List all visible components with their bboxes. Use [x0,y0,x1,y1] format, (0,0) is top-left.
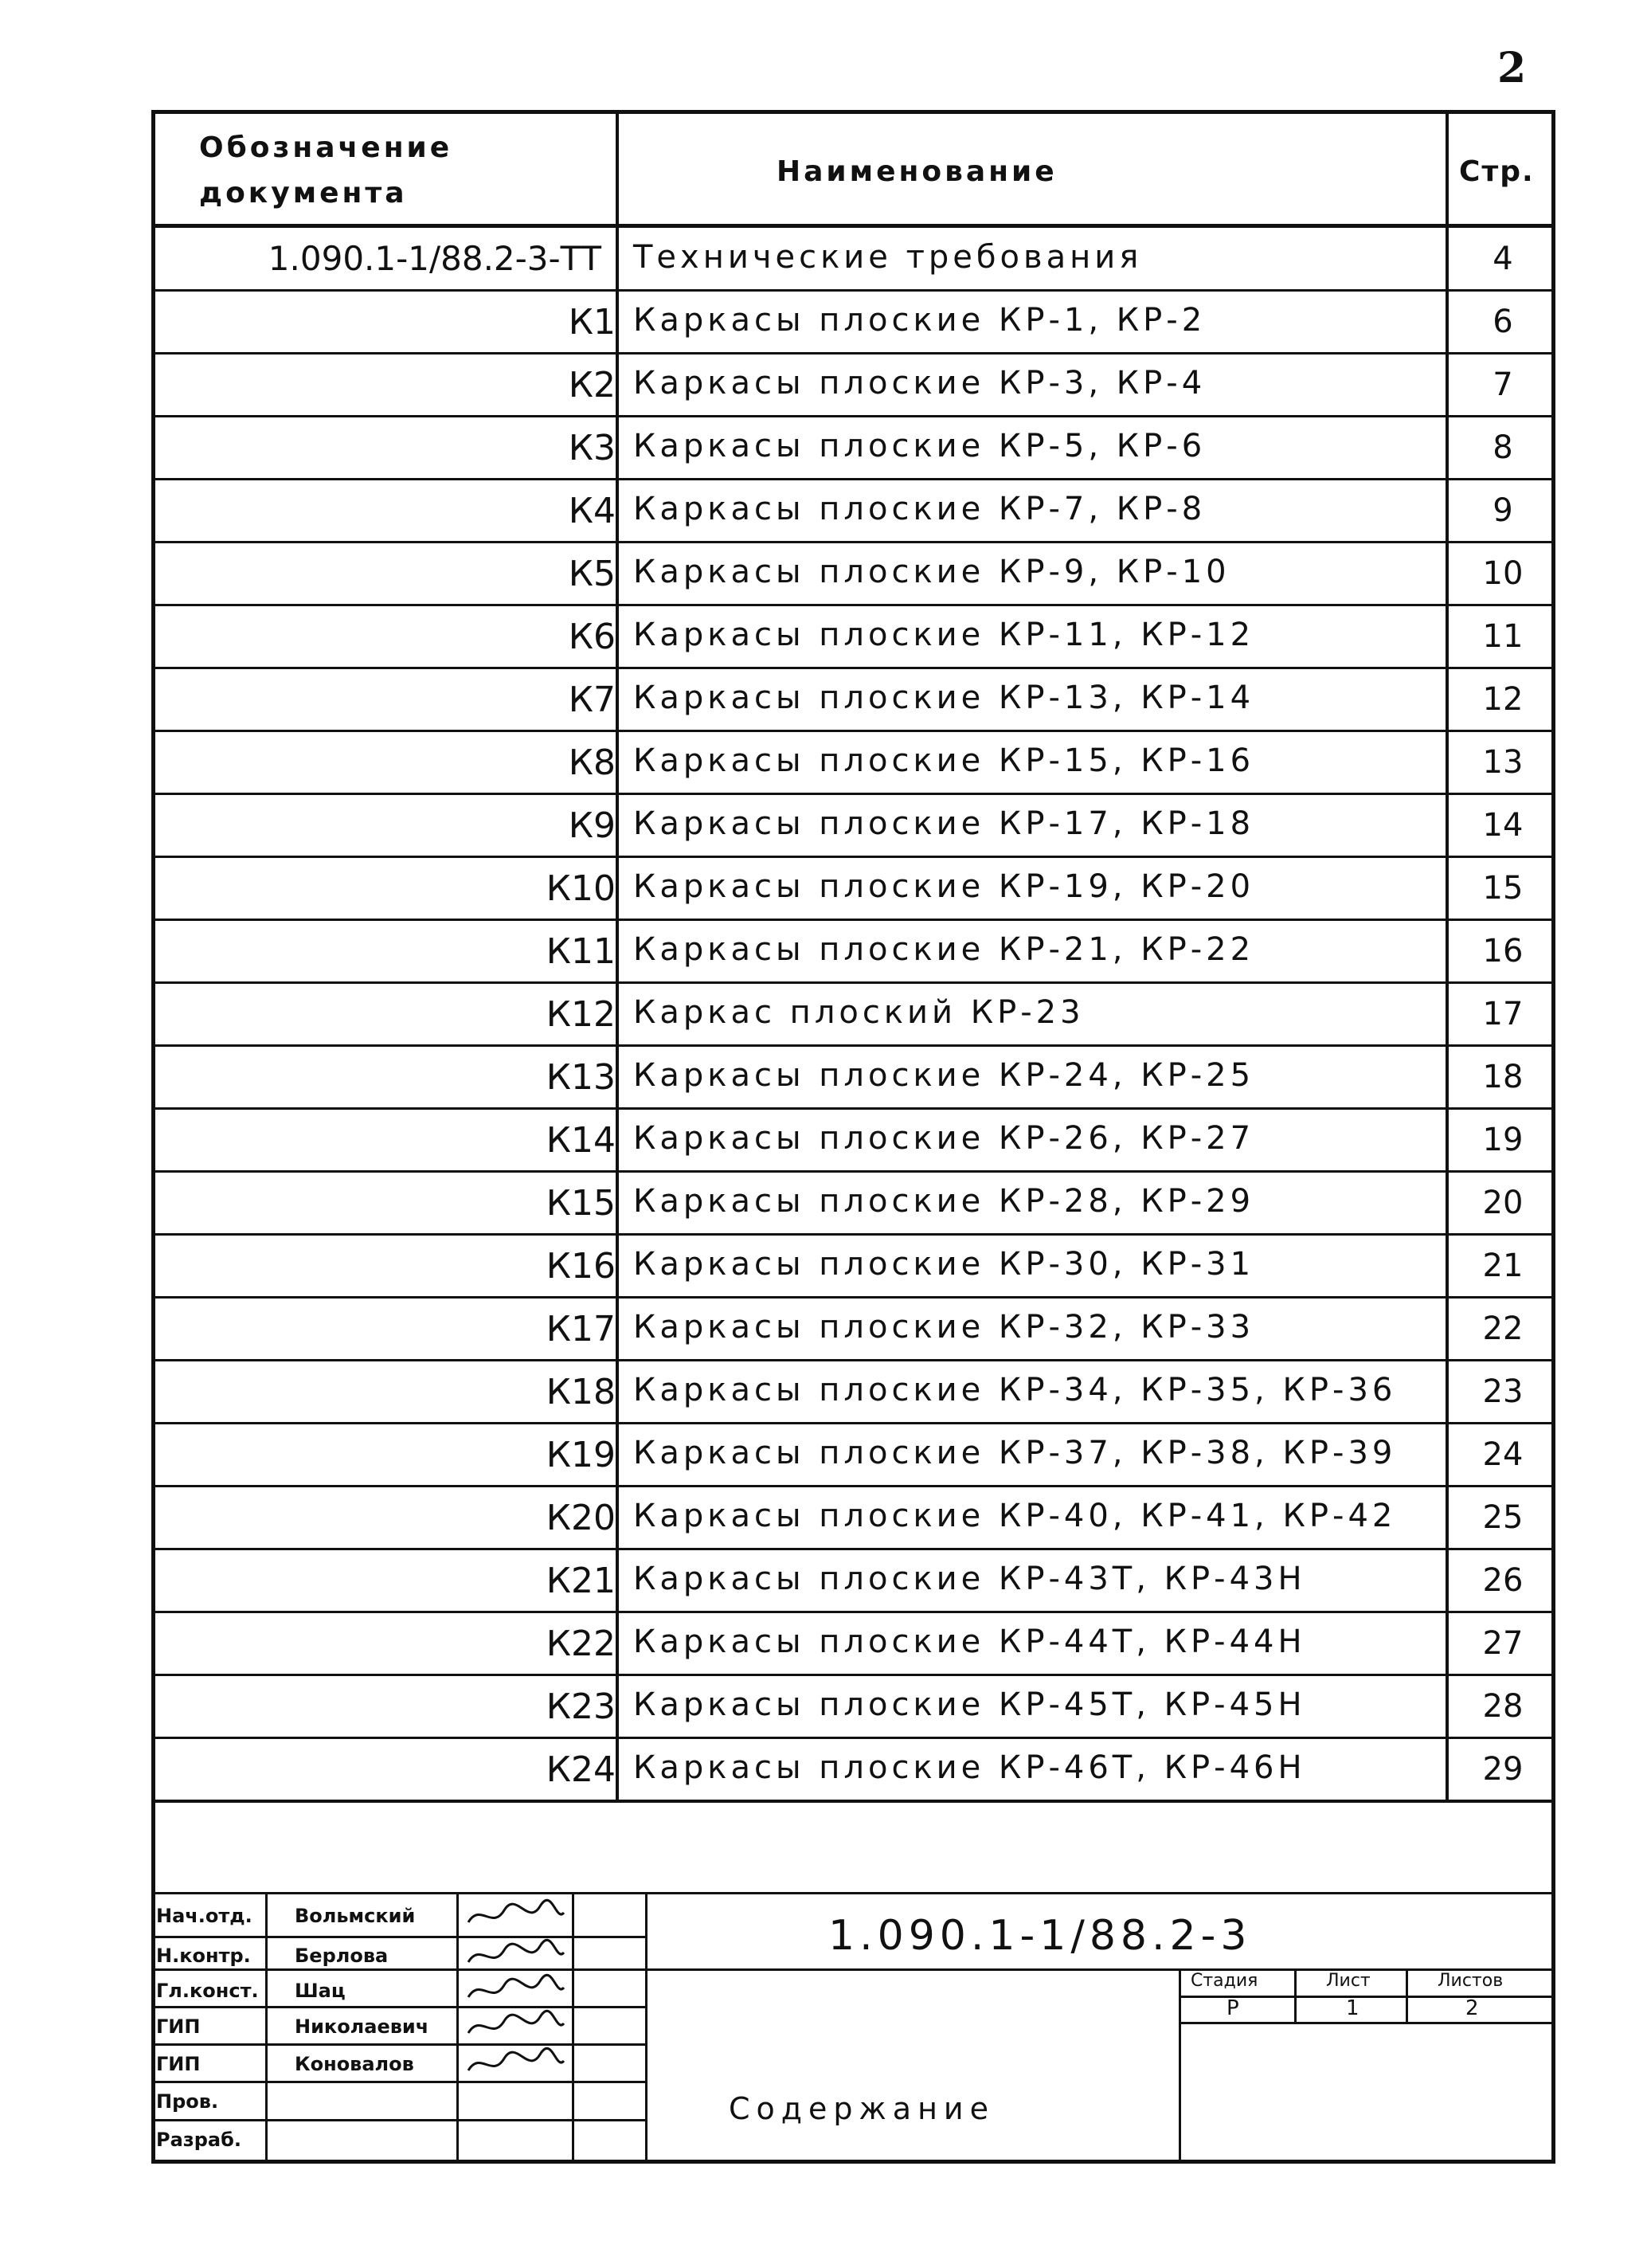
title-block-top [151,1892,1555,1894]
row-page: 15 [1482,870,1524,907]
row-page: 23 [1482,1373,1524,1410]
row-page: 14 [1482,807,1524,844]
signer-role: Гл.конст. [156,1980,259,2002]
title-block-col-2 [456,1892,459,2164]
row-code: К10 [546,868,616,909]
row-name: Каркасы плоские КР-21, КР-22 [633,931,1255,968]
row-code: К19 [546,1435,616,1475]
row-name: Каркасы плоские КР-43Т, КР-43Н [633,1561,1306,1597]
signature-scribble [464,2009,568,2044]
row-name: Каркасы плоские КР-9, КР-10 [633,554,1230,590]
header-designation-line1: Обозначение [199,131,453,164]
title-block-col-3 [572,1892,574,2164]
row-page: 7 [1493,366,1513,403]
row-name: Каркасы плоские КР-17, КР-18 [633,805,1255,842]
row-name: Каркасы плоские КР-13, КР-14 [633,680,1255,716]
table-bottom-line [151,1800,1555,1803]
row-code: К17 [546,1309,616,1349]
row-name: Каркасы плоские КР-46Т, КР-46Н [633,1749,1306,1786]
signature-scribble [464,2047,568,2082]
sheets-value: 2 [1465,1996,1479,2020]
signature-scribble [464,1898,568,1933]
row-page: 29 [1482,1751,1524,1788]
row-page: 9 [1493,492,1513,529]
row-page: 17 [1482,996,1524,1032]
row-name: Каркасы плоские КР-40, КР-41, КР-42 [633,1498,1397,1534]
row-name: Каркасы плоские КР-5, КР-6 [633,428,1207,464]
header-name: Наименование [777,155,1058,188]
row-code: К18 [546,1372,616,1412]
row-code: К11 [546,931,616,972]
row-page: 11 [1482,618,1524,655]
row-page: 21 [1482,1248,1524,1284]
row-page: 28 [1482,1688,1524,1725]
row-divider [151,1233,1555,1236]
row-code: К2 [568,365,616,405]
row-divider [151,289,1555,292]
signer-name: Николаевич [295,2015,429,2038]
row-name: Каркасы плоские КР-30, КР-31 [633,1246,1255,1283]
row-name: Каркасы плоские КР-7, КР-8 [633,491,1207,527]
row-page: 8 [1493,429,1513,466]
row-divider [151,1044,1555,1047]
row-divider [151,1611,1555,1613]
row-code: К5 [568,554,616,594]
row-code: К1 [568,302,616,343]
row-page: 10 [1482,555,1524,592]
sheets-label: Листов [1438,1971,1504,1991]
row-divider [151,1107,1555,1110]
signer-name: Шац [295,1980,346,2002]
row-name: Каркасы плоские КР-28, КР-29 [633,1183,1255,1220]
row-name: Каркасы плоские КР-37, КР-38, КР-39 [633,1435,1397,1471]
header-page: Стр. [1459,155,1535,188]
row-divider [151,478,1555,480]
row-divider [151,793,1555,795]
row-code: К13 [546,1057,616,1098]
row-divider [151,667,1555,669]
row-divider [151,1296,1555,1299]
row-name: Каркасы плоские КР-44Т, КР-44Н [633,1624,1306,1660]
row-code: 1.090.1-1/88.2-3-ТТ [268,239,601,278]
row-name: Каркасы плоские КР-24, КР-25 [633,1057,1255,1094]
title-block-row-line [151,1936,645,1938]
signer-role: Пров. [156,2090,219,2113]
row-divider [151,352,1555,354]
signer-name: Вольмский [295,1905,416,1927]
row-code: К15 [546,1183,616,1224]
sheet-value: 1 [1346,1996,1360,2020]
stage-box-bottom [1179,2022,1555,2024]
row-name: Технические требования [633,239,1143,276]
row-code: К3 [568,428,616,468]
row-code: К21 [546,1561,616,1601]
row-divider [151,981,1555,984]
signer-role: Разраб. [156,2129,241,2151]
row-name: Каркасы плоские КР-32, КР-33 [633,1309,1255,1346]
row-code: К20 [546,1498,616,1538]
row-name: Каркасы плоские КР-26, КР-27 [633,1120,1255,1157]
row-divider [151,730,1555,732]
document-code: 1.090.1-1/88.2-3 [828,1912,1252,1960]
row-divider [151,604,1555,606]
row-divider [151,1170,1555,1173]
stage-value: Р [1227,1996,1239,2020]
title-block-row-line [151,2006,645,2008]
title-block-row-line [151,2043,645,2046]
row-page: 27 [1482,1625,1524,1662]
row-page: 19 [1482,1122,1524,1158]
row-code: К9 [568,805,616,846]
row-name: Каркас плоский КР-23 [633,994,1085,1031]
title-block-row-line [151,2119,645,2121]
sheet-label: Лист [1326,1971,1371,1991]
row-page: 26 [1482,1562,1524,1599]
row-code: К23 [546,1686,616,1727]
title-block-row-line [151,2081,645,2083]
title-block-col-1 [265,1892,268,2164]
row-name: Каркасы плоские КР-45Т, КР-45Н [633,1686,1306,1723]
row-name: Каркасы плоские КР-15, КР-16 [633,742,1255,779]
row-code: К24 [546,1749,616,1790]
row-page: 20 [1482,1185,1524,1221]
row-divider [151,1422,1555,1424]
row-code: К12 [546,994,616,1035]
row-page: 18 [1482,1059,1524,1095]
row-divider [151,541,1555,543]
row-page: 24 [1482,1436,1524,1473]
row-code: К8 [568,742,616,783]
row-page: 22 [1482,1310,1524,1347]
row-code: К6 [568,617,616,657]
row-name: Каркасы плоские КР-3, КР-4 [633,365,1207,402]
row-name: Каркасы плоские КР-11, КР-12 [633,617,1255,653]
signer-role: ГИП [156,2015,201,2038]
row-page: 25 [1482,1499,1524,1536]
signature-scribble [464,1938,568,1973]
row-name: Каркасы плоские КР-1, КР-2 [633,302,1207,339]
signer-name: Коновалов [295,2053,414,2075]
row-page: 4 [1493,241,1513,277]
row-code: К4 [568,491,616,531]
row-divider [151,415,1555,417]
row-code: К14 [546,1120,616,1161]
row-divider [151,1548,1555,1550]
row-divider [151,1485,1555,1487]
row-name: Каркасы плоские КР-19, КР-20 [633,868,1255,905]
row-divider [151,1674,1555,1676]
signer-name: Берлова [295,1945,389,1967]
row-divider [151,856,1555,858]
stage-label: Стадия [1191,1971,1258,1991]
page-number: 2 [1497,44,1527,92]
row-page: 13 [1482,744,1524,781]
header-divider [151,224,1555,228]
row-divider [151,1359,1555,1361]
header-designation-line2: документа [199,177,408,210]
row-page: 12 [1482,681,1524,718]
row-page: 16 [1482,933,1524,969]
signer-role: Нач.отд. [156,1905,252,1927]
row-divider [151,919,1555,921]
row-page: 6 [1493,304,1513,340]
row-code: К7 [568,680,616,720]
signature-scribble [464,1973,568,2008]
signer-role: ГИП [156,2053,201,2075]
title-block-divider-main [645,1892,647,2164]
signer-role: Н.контр. [156,1945,251,1967]
row-divider [151,1737,1555,1739]
row-name: Каркасы плоские КР-34, КР-35, КР-36 [633,1372,1397,1408]
row-code: К22 [546,1624,616,1664]
sheet-title: Содержание [729,2091,995,2126]
row-code: К16 [546,1246,616,1287]
